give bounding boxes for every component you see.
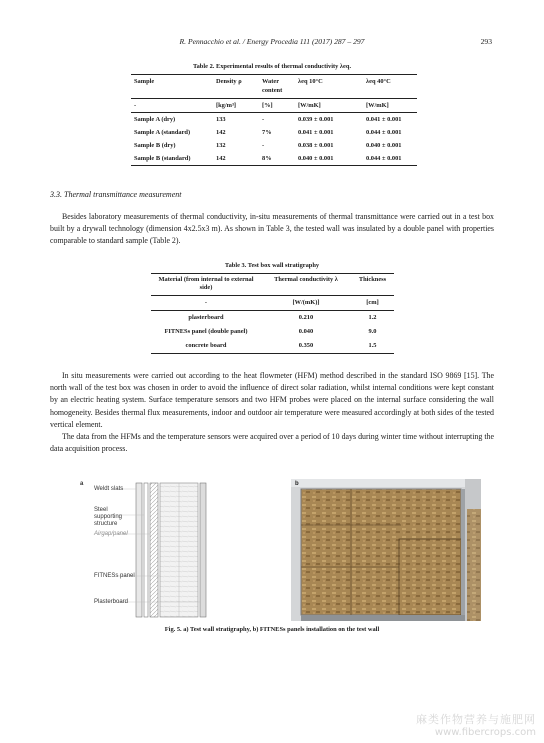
- table2-cell: 0.038 ± 0.001: [298, 142, 334, 149]
- figure-label: Plasterboard: [94, 599, 129, 605]
- table2-cell: 7%: [262, 129, 272, 136]
- paragraph: [50, 211, 494, 248]
- table-row: [131, 139, 417, 152]
- table3-unit: -: [151, 296, 261, 311]
- running-header: R. Pennacchio et al. / Energy Procedia 111 (2017) 287 – 297: [179, 37, 365, 46]
- table2-header: λeq 40°C: [363, 75, 417, 99]
- table2-unit: [kg/m³]: [213, 99, 259, 113]
- table3-unit: [W/(mK)]: [261, 296, 351, 311]
- figure-label: Airgap/panel: [94, 531, 128, 537]
- table3-cell: concrete board: [185, 342, 227, 349]
- table2-cell: 0.041 ± 0.001: [298, 129, 334, 136]
- table2-units-row: [131, 99, 417, 113]
- panel-installation-photo: [291, 479, 481, 621]
- table-row: [131, 152, 417, 166]
- table3-cell: 9.0: [368, 328, 377, 335]
- table3-cell: 0.040: [298, 328, 314, 335]
- table2-cell: 133: [216, 116, 226, 123]
- paragraph: [50, 370, 494, 455]
- table3-header: Thickness: [351, 274, 394, 296]
- table2-caption: Table 2. Experimental results of thermal conductivity λeq.: [192, 63, 352, 70]
- figure-label: Weldt slats: [94, 486, 124, 492]
- table3-units-row: [151, 296, 394, 311]
- figure-panel-a: [80, 479, 288, 621]
- table2-cell: Sample B (standard): [134, 155, 191, 162]
- table3-cell: 0.350: [298, 342, 314, 349]
- table2-cell: Sample B (dry): [134, 142, 176, 149]
- table2-unit: [W/mK]: [295, 99, 363, 113]
- table2-unit: [W/mK]: [363, 99, 417, 113]
- table2-cell: Sample A (dry): [134, 116, 176, 123]
- table2-header: Water content: [259, 75, 295, 99]
- section-heading: 3.3. Thermal transmittance measurement: [50, 190, 182, 199]
- table3-cell: plasterboard: [188, 314, 224, 321]
- figure-panel-label: a: [80, 481, 84, 487]
- table2-cell: 8%: [262, 155, 272, 162]
- table-row: [151, 325, 394, 339]
- figure-caption: Fig. 5. a) Test wall stratigraphy, b) FITNESs panels installation on the test wall: [164, 626, 380, 633]
- table2-cell: -: [262, 116, 265, 123]
- table2-header-row: [131, 75, 417, 99]
- watermark-url: www.fibercrops.com: [434, 727, 536, 738]
- table2-cell: 0.041 ± 0.001: [366, 116, 402, 123]
- table2: [131, 74, 417, 166]
- table3-cell: 1.2: [368, 314, 377, 321]
- table-row: [131, 126, 417, 139]
- table2-unit: [%]: [259, 99, 295, 113]
- table3: [151, 273, 394, 354]
- table2-cell: 0.044 ± 0.001: [366, 129, 402, 136]
- table3-header: Material (from internal to external side): [151, 274, 261, 296]
- table2-cell: 0.040 ± 0.001: [298, 155, 334, 162]
- table2-cell: 132: [216, 142, 226, 149]
- figure-label: Steel supporting structure: [94, 507, 123, 527]
- table3-cell: FITNESs panel (double panel): [164, 328, 248, 335]
- table2-cell: 0.039 ± 0.001: [298, 116, 334, 123]
- table-row: [151, 339, 394, 354]
- table2-header: Sample: [131, 75, 213, 99]
- figure-panel-label: b: [295, 481, 299, 487]
- page-number: 293: [480, 37, 492, 46]
- table2-cell: 142: [216, 129, 226, 136]
- table-row: [151, 311, 394, 326]
- table3-cell: 1.5: [368, 342, 377, 349]
- table2-cell: 142: [216, 155, 226, 162]
- table2-cell: -: [262, 142, 265, 149]
- table2-cell: 0.040 ± 0.001: [366, 142, 402, 149]
- table3-cell: 0.210: [298, 314, 314, 321]
- table3-header-row: [151, 274, 394, 296]
- figure-panel-b: [291, 479, 481, 621]
- watermark: [416, 711, 536, 738]
- watermark-text: 麻类作物营养与施肥网: [416, 713, 536, 726]
- table3-caption: Table 3. Test box wall stratigraphy: [224, 262, 320, 269]
- table2-cell: Sample A (standard): [134, 129, 191, 136]
- table2-header: Density ρ: [213, 75, 259, 99]
- paragraph-text: In situ measurements were carried out according to the heat flowmeter (HFM) method described in the standard ISO 9869 [15]. The north wall of the test box was chosen in order to avoid the influence of direct solar radiation, whilst internal conditions were kept constant by an electric heating system. Surface temperature sensors and two HFM probes were placed on the internal surface considering the wall homogeneity. Besides thermal flux measurements, indoor and outdoor air temperature were measured accordingly at both sides of the tested vertical element.: [50, 371, 494, 429]
- paragraph-text: Besides laboratory measurements of thermal conductivity, in-situ measurements of thermal transmittance were carried out in a test box built by a drywall technology (dimension 4x2.5x3 m). As shown in Table 3, the tested wall was insulated by a double panel with properties comparable to standard sample (Table 2).: [50, 212, 494, 246]
- figure-label: FITNESs panel: [94, 573, 135, 579]
- table2-cell: 0.044 ± 0.001: [366, 155, 402, 162]
- table-row: [131, 113, 417, 127]
- table2-header: λeq 10°C: [295, 75, 363, 99]
- table3-header: Thermal conductivity λ: [261, 274, 351, 296]
- table3-unit: [cm]: [351, 296, 394, 311]
- table2-unit: -: [131, 99, 213, 113]
- paragraph-text: The data from the HFMs and the temperature sensors were acquired over a period of 10 days during winter time without interrupting the data acquisition process.: [50, 432, 494, 454]
